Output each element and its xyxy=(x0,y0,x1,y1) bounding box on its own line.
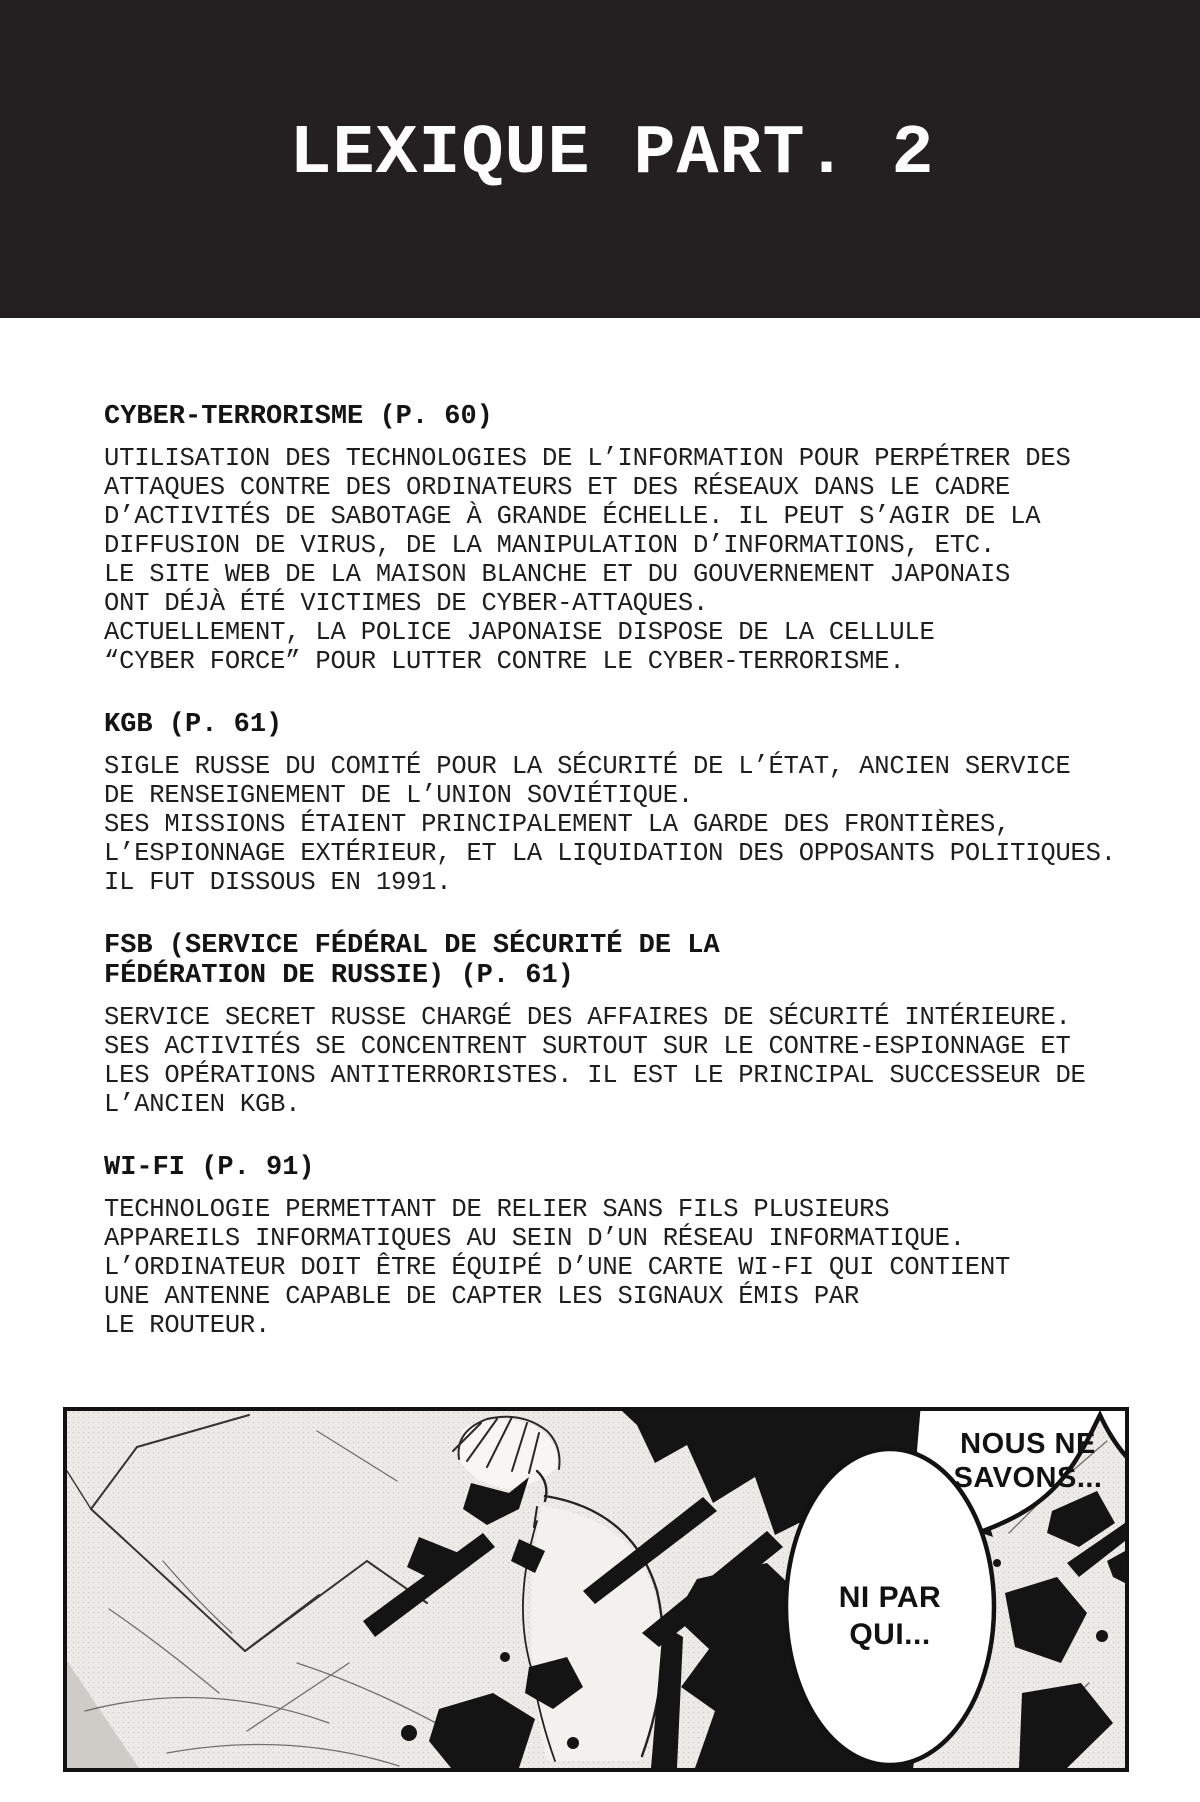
speech-bubble-oval-text xyxy=(790,1579,990,1653)
body-line: L’ANCIEN KGB. xyxy=(104,1090,301,1119)
speech-bubble-corner-text xyxy=(923,1427,1129,1495)
section-body xyxy=(104,752,1160,897)
bubble-line: SAVONS... xyxy=(953,1462,1103,1494)
heading-line: CYBER-TERRORISME (P. 60) xyxy=(104,402,493,432)
title-banner xyxy=(0,0,1200,318)
heading-line: KGB (P. 61) xyxy=(104,710,283,740)
section-fsb xyxy=(104,931,1160,1119)
section-kgb xyxy=(104,710,1160,897)
bubble-line: NI PAR xyxy=(838,1581,942,1614)
page-title: LEXIQUE PART. 2 xyxy=(289,114,935,194)
body-line: UNE ANTENNE CAPABLE DE CAPTER LES SIGNAUX ÉMIS PAR xyxy=(104,1282,860,1311)
section-heading xyxy=(104,1153,1160,1183)
body-line: ONT DÉJÀ ÉTÉ VICTIMES DE CYBER-ATTAQUES. xyxy=(104,589,709,618)
body-line: LE ROUTEUR. xyxy=(104,1311,271,1340)
body-line: ATTAQUES CONTRE DES ORDINATEURS ET DES RÉSEAUX DANS LE CADRE xyxy=(104,473,1011,502)
body-line: “CYBER FORCE” POUR LUTTER CONTRE LE CYBER-TERRORISME. xyxy=(104,647,905,676)
section-body xyxy=(104,1195,1160,1340)
body-line: SES MISSIONS ÉTAIENT PRINCIPALEMENT LA GARDE DES FRONTIÈRES, xyxy=(104,810,1011,839)
body-line: LES OPÉRATIONS ANTITERRORISTES. IL EST LE PRINCIPAL SUCCESSEUR DE xyxy=(104,1061,1086,1090)
section-cyber-terrorisme xyxy=(104,402,1160,676)
body-line: D’ACTIVITÉS DE SABOTAGE À GRANDE ÉCHELLE. IL PEUT S’AGIR DE LA xyxy=(104,502,1041,531)
body-line: APPAREILS INFORMATIQUES AU SEIN D’UN RÉSEAU INFORMATIQUE. xyxy=(104,1224,965,1253)
section-heading xyxy=(104,710,1160,740)
body-line: L’ORDINATEUR DOIT ÊTRE ÉQUIPÉ D’UNE CARTE WI-FI QUI CONTIENT xyxy=(104,1253,1011,1282)
body-line: SES ACTIVITÉS SE CONCENTRENT SURTOUT SUR LE CONTRE-ESPIONNAGE ET xyxy=(104,1032,1071,1061)
section-heading xyxy=(104,931,1160,991)
section-wifi xyxy=(104,1153,1160,1340)
section-body xyxy=(104,444,1160,676)
lexicon-content xyxy=(0,318,1200,1340)
heading-line: WI-FI (P. 91) xyxy=(104,1153,315,1183)
body-line: ACTUELLEMENT, LA POLICE JAPONAISE DISPOSE DE LA CELLULE xyxy=(104,618,935,647)
manga-panel xyxy=(63,1407,1129,1772)
body-line: L’ESPIONNAGE EXTÉRIEUR, ET LA LIQUIDATION DES OPPOSANTS POLITIQUES. xyxy=(104,839,1116,868)
section-body xyxy=(104,1003,1160,1119)
body-line: DE RENSEIGNEMENT DE L’UNION SOVIÉTIQUE. xyxy=(104,781,693,810)
body-line: IL FUT DISSOUS EN 1991. xyxy=(104,868,452,897)
body-line: TECHNOLOGIE PERMETTANT DE RELIER SANS FILS PLUSIEURS xyxy=(104,1195,890,1224)
body-line: SIGLE RUSSE DU COMITÉ POUR LA SÉCURITÉ DE L’ÉTAT, ANCIEN SERVICE xyxy=(104,752,1071,781)
body-line: SERVICE SECRET RUSSE CHARGÉ DES AFFAIRES DE SÉCURITÉ INTÉRIEURE. xyxy=(104,1003,1071,1032)
heading-line: FSB (SERVICE FÉDÉRAL DE SÉCURITÉ DE LA xyxy=(104,931,720,961)
bubble-line: QUI... xyxy=(849,1618,931,1651)
bubble-line: NOUS NE xyxy=(960,1428,1096,1460)
body-line: DIFFUSION DE VIRUS, DE LA MANIPULATION D’INFORMATIONS, ETC. xyxy=(104,531,996,560)
body-line: LE SITE WEB DE LA MAISON BLANCHE ET DU GOUVERNEMENT JAPONAIS xyxy=(104,560,1011,589)
body-line: UTILISATION DES TECHNOLOGIES DE L’INFORMATION POUR PERPÉTRER DES xyxy=(104,444,1071,473)
section-heading xyxy=(104,402,1160,432)
heading-line: FÉDÉRATION DE RUSSIE) (P. 61) xyxy=(104,961,574,991)
